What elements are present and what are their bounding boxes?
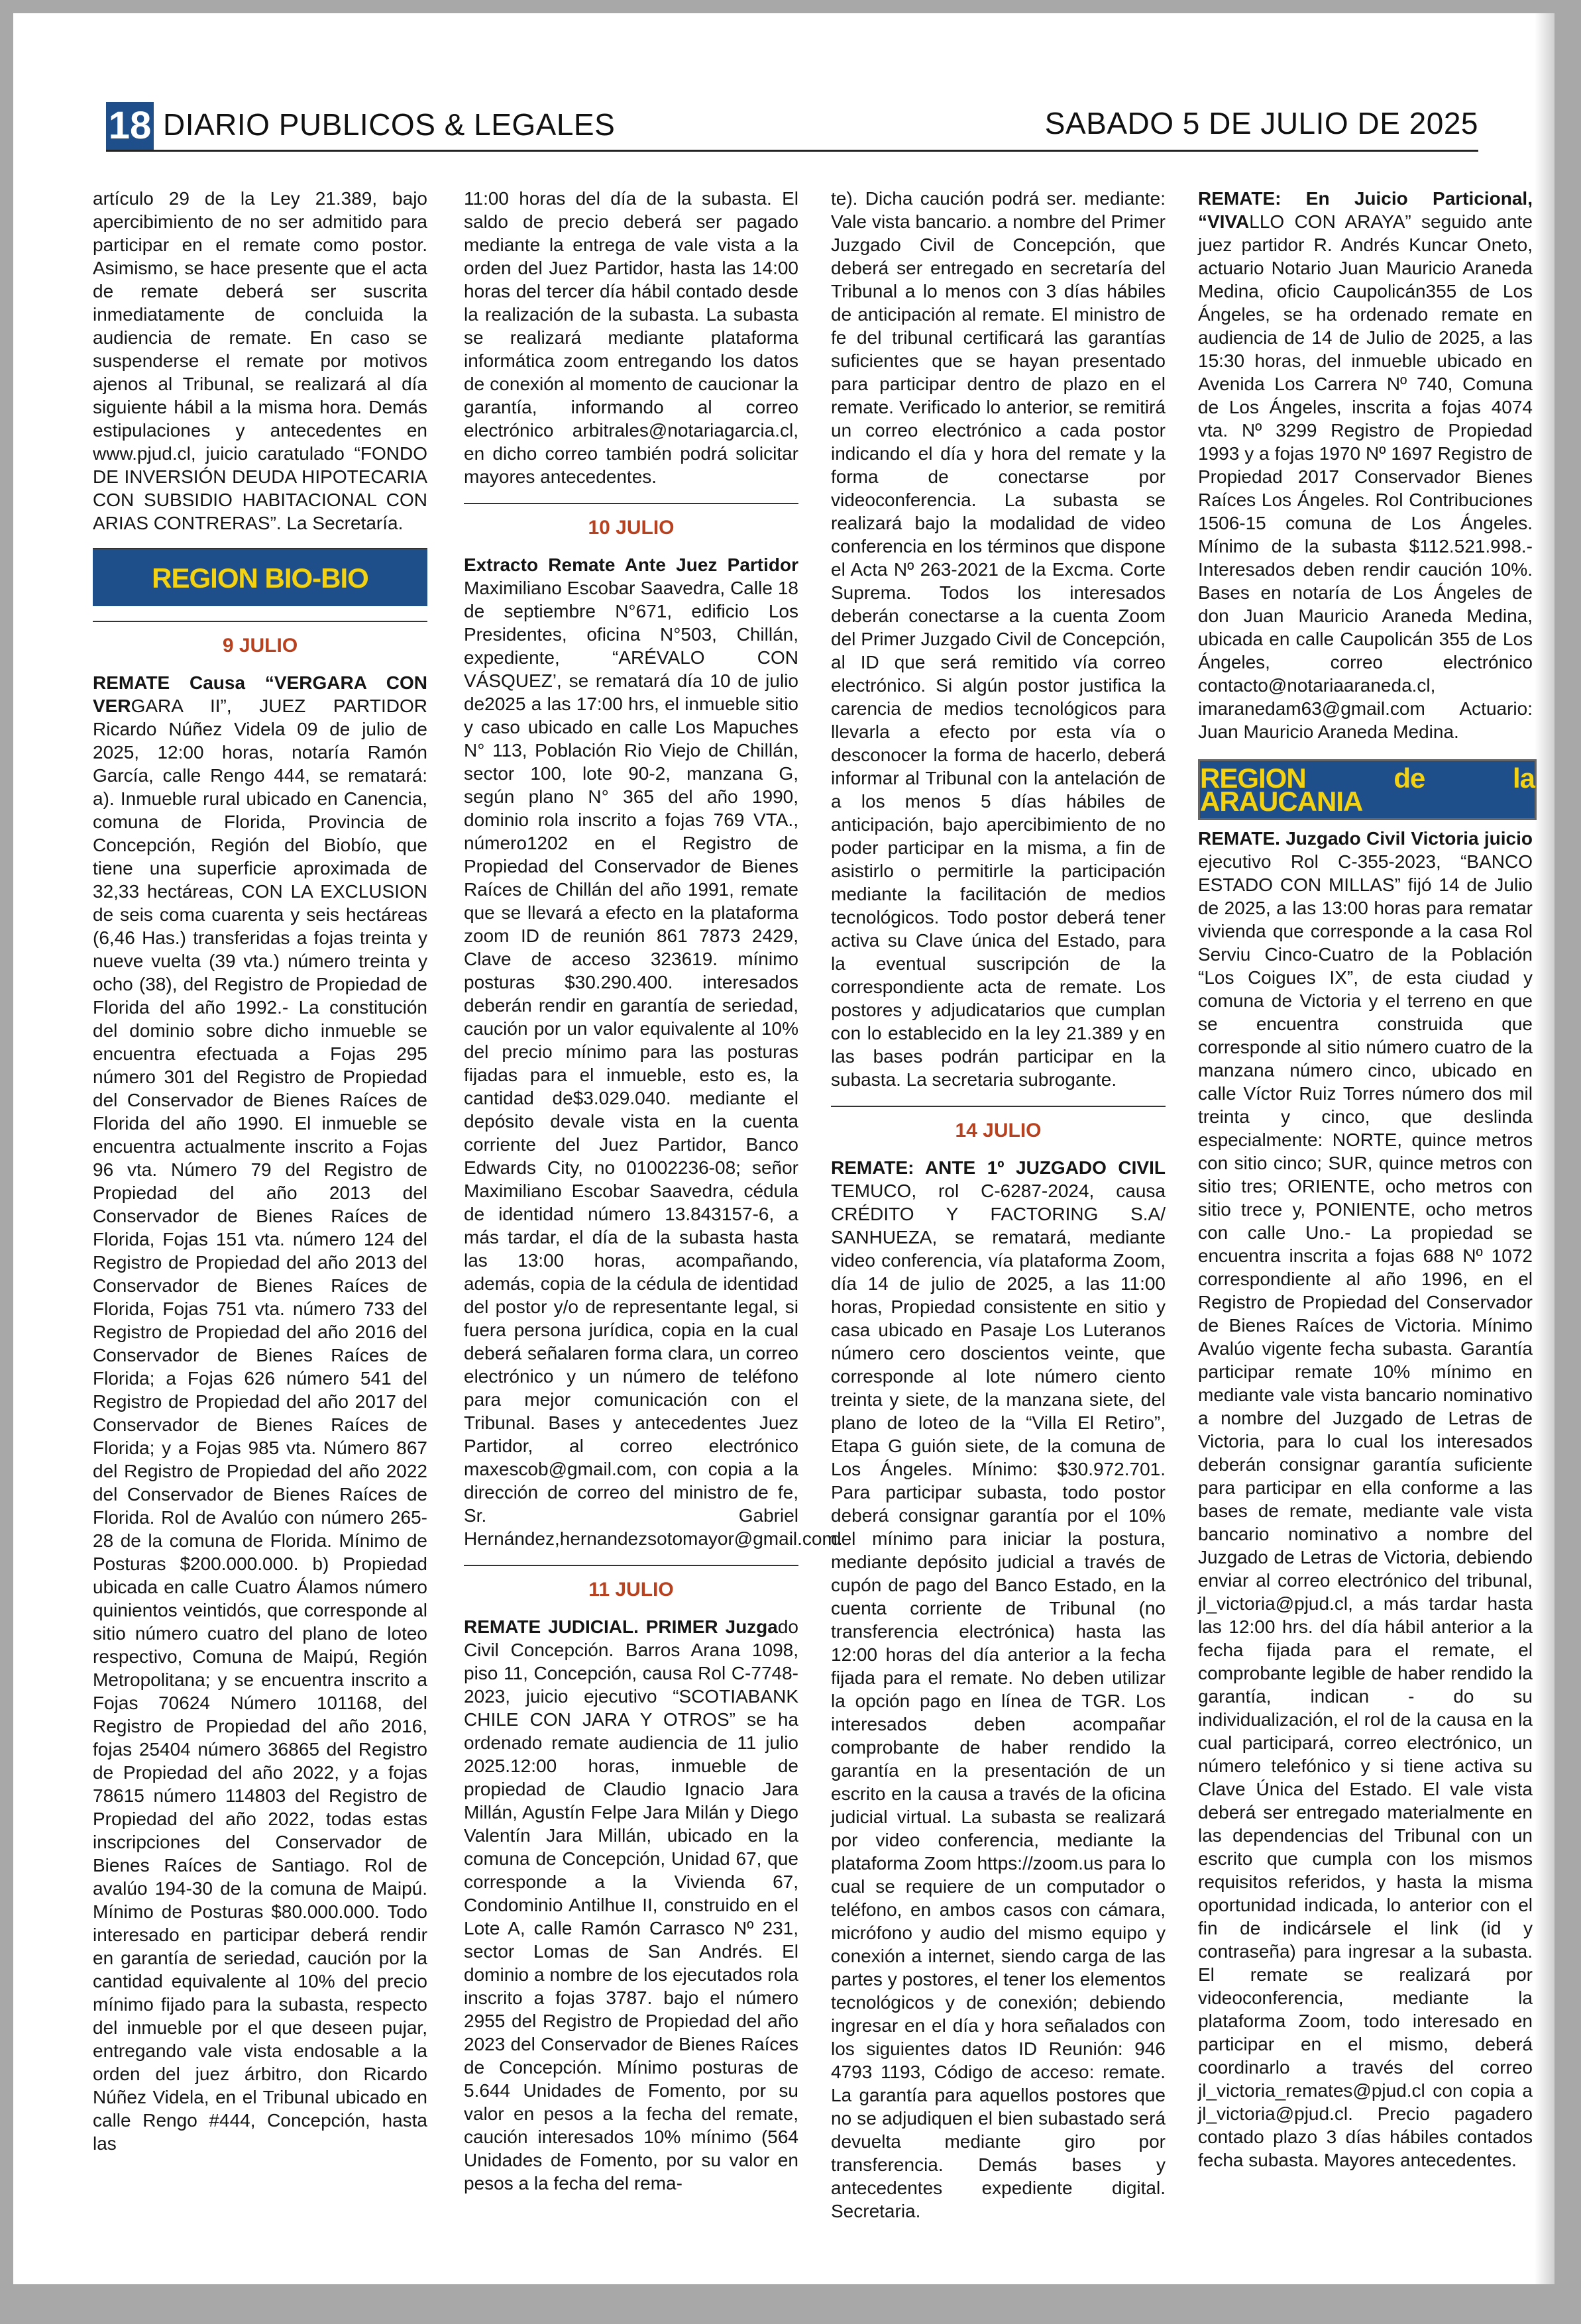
header-divider — [106, 150, 1478, 152]
column-4 — [1198, 187, 1533, 2247]
notice-lead: REMATE: En Juicio Particional, “VIVA — [1198, 188, 1533, 232]
notice-continuation: artículo 29 de la Ley 21.389, bajo apercibimiento de no ser admitido para participar en el remate como postor. Asimismo, se hace presente que el acta de remate deberá ser suscrita inmediatamente de concluida la audiencia de remate. En caso se suspenderse el remate por motivos ajenos al Tribunal, se realizará al día siguiente hábil a la misma hora. Demás estipulaciones y antecedentes en www.pjud.cl, juicio caratulado “FONDO DE INVERSIÓN DEUDA HIPOTECARIA CON SUBSIDIO HABITACIONAL CON ARIAS CONTRERAS”. La Secretaría. — [93, 188, 427, 533]
notice-lead: REMATE: ANTE 1º JUZGADO CIVIL — [831, 1157, 1166, 1178]
notice-vivallo — [1198, 187, 1533, 743]
notice-body: do Civil Concepción. Barros Arana 1098, piso 11, Concepción, causa Rol C-7748-2023, juicio ejecutivo “SCOTIABANK CHILE CON JARA Y OTROS” se ha ordenado remate audiencia de 11 julio 2025.12:00 horas, inmueble de propiedad de Claudio Ignacio Jara Millán, Agustín Felpe Jara Milán y Diego Valentín Jara Millán, ubicado en la comuna de Concepción, Unidad 67, que corresponde a la Vivienda 67, Condominio Antilhue II, construido en el Lote A, calle Ramón Carrasco Nº 231, sector Lomas de San Andrés. El dominio a nombre de los ejecutados rola inscrito a fojas 3787. bajo el número 2955 del Registro de Propiedad del año 2023 del Conservador de Bienes Raíces de Concepción. Mínimo posturas de 5.644 Unidades de Fomento, por su valor en pesos a la fecha del remate, caución interesados 10% mínimo (564 Unidades de Fomento, por su valor en pesos a la fecha del rema- — [464, 1616, 798, 2193]
date-heading: 9 JULIO — [93, 621, 427, 659]
notice-continuation: te). Dicha caución podrá ser. mediante: Vale vista bancario. a nombre del Primer Juzgado Civil de Concepción, que deberá ser entregado en secretaría del Tribunal a lo menos con 3 días hábiles de anticipación al remate. El ministro de fe del tribunal certificará las garantías suficientes que se hayan presentado para participar dentro de plazo en el remate. Verificado lo anterior, se remitirá un correo electrónico a cada postor indicando el día y hora del remate y la forma de conectarse por videoconferencia. La subasta se realizará bajo la modalidad de video conferencia en los términos que dispone el Acta Nº 263-2021 de la Excma. Corte Suprema. Todos los interesados deberán conectarse a la cuenta Zoom del Primer Juzgado Civil de Concepción, al ID que será remitido vía correo electrónico. Si algún postor justifica la carencia de medios tecnológicos para llevarla a efecto por esta vía o desconocer la forma de hacerlo, deberá informar al Tribunal con la antelación de a los menos 5 días hábiles de anticipación, bajo apercibimiento de no poder participar en la misma, a fin de asistirlo o permitirle la participación mediante la facilitación de medios tecnológicos. Todo postor deberá tener activa su Clave única del Estado, para la eventual suscripción de la correspondiente acta de remate. Los postores y adjudicatarios que cumplan con lo establecido en la ley 21.389 y en las bases podrán participar en la subasta. La secretaria subrogante. — [831, 188, 1166, 1090]
notice-arevalo — [464, 553, 843, 1550]
date-heading: 10 JULIO — [464, 503, 798, 541]
page-number: 18 — [106, 102, 154, 150]
column-2 — [464, 187, 843, 2247]
notice-continuation: 11:00 horas del día de la subasta. El saldo de precio deberá ser pagado mediante la entrega de vale vista a la orden del Juez Partidor, hasta las 14:00 horas del tercer día hábil contado desde la realización de la subasta. La subasta se realizará mediante plataforma informática zoom entregando los datos de conexión al momento de caucionar la garantía, informando al correo electrónico arbitrales@notariagarcia.cl, en dicho correo también podrá solicitar mayores antecedentes. — [464, 188, 798, 487]
page-header — [97, 86, 1478, 147]
notice-body: GARA II”, JUEZ PARTIDOR Ricardo Núñez Videla 09 de julio de 2025, 12:00 horas, notaría Ramón García, calle Rengo 444, se rematará: a). Inmueble rural ubicado en Canencia, comuna de Florida, Provincia de Concepción, Región del Biobío, que tiene una superficie aproximada de 32,33 hectáreas, CON LA EXCLUSION de seis coma cuarenta y seis hectáreas (6,46 Has.) transferidas a fojas treinta y nueve vuelta (39 vta.) número treinta y ocho (38), del Registro de Propiedad de Florida del año 1992.- La constitución del dominio sobre dicho inmueble se encuentra efectuada a Fojas 295 número 301 del Registro de Propiedad del Conservador de Bienes Raíces de Florida del año 1990. El inmueble se encuentra actualmente inscrito a Fojas 96 vta. Número 79 del Registro de Propiedad del año 2013 del Conservador de Bienes Raíces de Florida, Fojas 151 vta. número 124 del Registro de Propiedad del año 2013 del Conservador de Bienes Raíces de Florida, Fojas 751 vta. número 733 del Registro de Propiedad del año 2016 del Conservador de Bienes Raíces de Florida; a Fojas 626 número 541 del Registro de Propiedad del año 2017 del Conservador de Bienes Raíces de Florida; y a Fojas 985 vta. Número 867 del Registro de Propiedad del año 2022 del Conservador de Bienes Raíces de Florida. Rol de Avalúo con número 265-28 de la comuna de Florida. Mínimo de Posturas $200.000.000. b) Propiedad ubicada en calle Cuatro Álamos número quinientos veintidós, que corresponde al sitio número cuatro del plano de loteo respectivo, Comuna de Maipú, Región Metropolitana; y se encuentra inscrito a Fojas 70624 Número 101168, del Registro de Propiedad del año 2016, fojas 25404 número 36865 del Registro de Propiedad del año 2022, y a fojas 78615 número 114803 del Registro de Propiedad del año 2022, todas estas inscripciones del Conservador de Bienes Raíces de Santiago. Rol de avalúo 194-30 de la comuna de Maipú. Mínimo de Posturas $80.000.000. Todo interesado en participar deberá rendir en garantía de seriedad, caución por la cantidad equivalente al 10% del precio mínimo fijado para la subasta, respecto del inmueble por el que deseen pujar, entregando vale vista endosable a la orden del juez árbitro, don Ricardo Núñez Videla, en el Tribunal ubicado en calle Rengo #444, Concepción, hasta las — [93, 696, 427, 2154]
notice-lead: REMATE. Juzgado Civil Victoria juicio — [1198, 828, 1533, 849]
region-banner-label: REGION de la ARAUCANIA — [1200, 763, 1535, 817]
column-3 — [831, 187, 1166, 2247]
newspaper-page — [13, 13, 1554, 2284]
region-banner-araucania — [1198, 759, 1537, 820]
notice-body: LLO CON ARAYA” seguido ante juez partidor R. Andrés Kuncar Oneto, actuario Notario Juan Mauricio Araneda Medina, oficio Caupolicán355 de Los Ángeles, se ha ordenado remate en audiencia de 14 de Julio de 2025, a las 15:30 horas, del inmueble ubicado en Avenida Los Carrera Nº 740, Comuna de Los Ángeles, inscrita a fojas 4074 vta. Nº 3299 Registro de Propiedad 1993 y a fojas 1970 Nº 1697 Registro de Propiedad 2017 Conservador Bienes Raíces Los Ángeles. Rol Contribuciones 1506-15 comuna de Los Ángeles. Mínimo de la subasta $112.521.998.- Interesados deben rendir caución 10%. Bases en notaría de Los Ángeles de don Juan Mauricio Araneda Medina, ubicada en calle Caupolicán 355 de Los Ángeles, correo electrónico contacto@notariaaraneda.cl, imaranedam63@gmail.com Actuario: Juan Mauricio Araneda Medina. — [1198, 211, 1533, 742]
notice-temuco — [831, 1156, 1166, 2223]
region-banner-biobio — [93, 548, 427, 606]
notice-lead: Extracto Remate Ante Juez Partidor — [464, 555, 798, 575]
date-heading: 14 JULIO — [831, 1106, 1166, 1144]
notice-scotiabank — [464, 1615, 798, 2195]
notice-vergara — [93, 671, 427, 2155]
notice-lead: REMATE JUDICIAL. PRIMER Juzga — [464, 1616, 778, 1637]
region-banner-label: REGION BIO-BIO — [152, 562, 368, 594]
notice-body: TEMUCO, rol C-6287-2024, causa CRÉDITO Y FACTORING S.A/ SANHUEZA, se rematará, mediante video conferencia, vía plataforma Zoom, día 14 de julio de 2025, a las 11:00 horas, Propiedad consistente en sitio y casa ubicado en Pasaje Los Luteranos número cero doscientos veinte, que corresponde al lote número ciento treinta y siete, de la manzana siete, del plano de loteo de la “Villa El Retiro”, Etapa G guión siete, de la comuna de Los Ángeles. Mínimo: $30.972.701. Para participar subasta, todo postor deberá consignar garantía por el 10% del mínimo para iniciar la postura, mediante depósito judicial a través de cupón de pago del Banco Estado, en la cuenta corriente de Tribunal (no transferencia electrónica) hasta las 12:00 horas del día anterior a la fecha fijada para el remate. No deben utilizar la opción pago en línea de TGR. Los interesados deben acompañar comprobante de haber rendido la garantía en la presentación de un escrito en la causa a través de la oficina judicial virtual. La subasta se realizará por video conferencia, mediante la plataforma Zoom https://zoom.us para lo cual se requiere de un computador o teléfono, en ambos casos con cámara, micrófono y audio del mismo equipo y conexión a internet, siendo carga de las partes y postores, el tener los elementos tecnológicos y de conexión; debiendo ingresar en el día y hora señalados con los siguientes datos ID Reunión: 946 4793 1193, Código de acceso: remate. La garantía para aquellos postores que no se adjudiquen el bien subastado será devuelta mediante giro por transferencia. Demás bases y antecedentes expediente digital. Secretaria. — [831, 1181, 1166, 2221]
notice-body: Maximiliano Escobar Saavedra, Calle 18 de septiembre N°671, edificio Los Presidentes, oficina N°503, Chillán, expediente, “ARÉVALO CON VÁSQUEZ’, se rematará día 10 de julio de2025 a las 17:00 hrs, el inmueble sitio y caso ubicado en calle Los Mapuches N° 113, Población Rio Viejo de Chillán, sector 100, lote 90-2, manzana G, según plano N° 365 del año 1990, dominio rola inscrito a fojas 769 VTA., número1202 en el Registro de Propiedad del Conservador de Bienes Raíces de Chillán del año 1991, remate que se llevará a efecto en la plataforma zoom ID de reunión 861 7873 2429, Clave de acceso 323619. mínimo posturas $30.290.400. interesados deberán rendir en garantía de seriedad, caución por un valor equivalente al 10% del precio mínimo para las posturas fijadas para el inmueble, esto es, la cantidad de$3.029.040. mediante el depósito devale vista en la cuenta corriente del Juez Partidor, Banco Edwards City, no 01002236-08; señor Maximiliano Escobar Saavedra, cédula de identidad número 13.843157-6, a más tardar, el día de la subasta hasta las 13:00 horas, acompañando, además, copia de la cédula de identidad del postor y/o de representante legal, si fuera persona jurídica, copia en la cual deberá señalaren forma clara, un correo electrónico y un número de teléfono para mejor comunicación con el Tribunal. Bases y antecedentes Juez Partidor, al correo electrónico maxescob@gmail.com, con copia a la dirección de correo del ministro de fe, Sr. Gabriel Hernández,hernandezsotomayor@gmail.com. — [464, 578, 843, 1549]
publication-name: DIARIO PUBLICOS & LEGALES — [163, 107, 616, 142]
notice-body: ejecutivo Rol C-355-2023, “BANCO ESTADO CON MILLAS” fijó 14 de Julio de 2025, a las 13:00 horas para rematar vivienda que corresponde a la casa Rol Serviu Cinco-Cuatro de la Población “Los Coigues IX”, de esta ciudad y comuna de Victoria y el terreno en que se encuentra construida que corresponde al sitio número cuatro de la manzana número cinco, ubicado en calle Víctor Ruiz Torres número dos mil treinta y cinco, que deslinda especialmente: NORTE, quince metros con sitio cinco; SUR, quince metros con sitio tres; ORIENTE, ocho metros con sitio trece y, PONIENTE, ocho metros con calle Uno.- La propiedad se encuentra inscrita a fojas 688 Nº 1072 correspondiente al año 1996, en el Registro de Propiedad del Conservador de Bienes Raíces de Victoria. Mínimo Avalúo vigente fecha subasta. Garantía participar remate 10% mínimo en mediante vale vista bancario nominativo a nombre del Juzgado de Letras de Victoria, para lo cual los interesados deberán consignar garantía suficiente para participar en ella conforme a las bases de remate, mediante vale vista bancario nominativo a nombre del Juzgado de Letras de Victoria, debiendo enviar al correo electrónico del tribunal, jl_victoria@pjud.cl, a más tardar hasta las 12:00 hrs. del día hábil anterior a la fecha fijada para el remate, el comprobante legible de haber rendido la garantía, indican - do su individualización, el rol de la causa en la cual participará, correo electrónico, un número telefónico y si tiene activa su Clave Única del Estado. El vale vista deberá ser entregado materialmente en las dependencias del Tribunal con un escrito que cumpla con los mismos requisitos referidos, y hasta la misma oportunidad indicada, lo anterior con el fin de indicársele el link (id y contraseña) para ingresar a la subasta. El remate se realizará por videoconferencia, mediante la plataforma Zoom, todo interesado en participar en el mismo, deberá coordinarlo a través del correo jl_victoria_remates@pjud.cl con copia a jl_victoria@pjud.cl. Precio pagadero contado plazo 3 días hábiles contados fecha subasta. Mayores antecedentes. — [1198, 851, 1533, 2170]
publication-date: SABADO 5 DE JULIO DE 2025 — [1044, 106, 1478, 140]
column-1 — [93, 187, 427, 2247]
page-edge-shadow — [1535, 13, 1554, 2284]
date-heading: 11 JULIO — [464, 1565, 798, 1603]
notice-lead: REMATE Causa “VERGARA CON VER — [93, 672, 427, 716]
notice-victoria — [1198, 827, 1533, 2172]
